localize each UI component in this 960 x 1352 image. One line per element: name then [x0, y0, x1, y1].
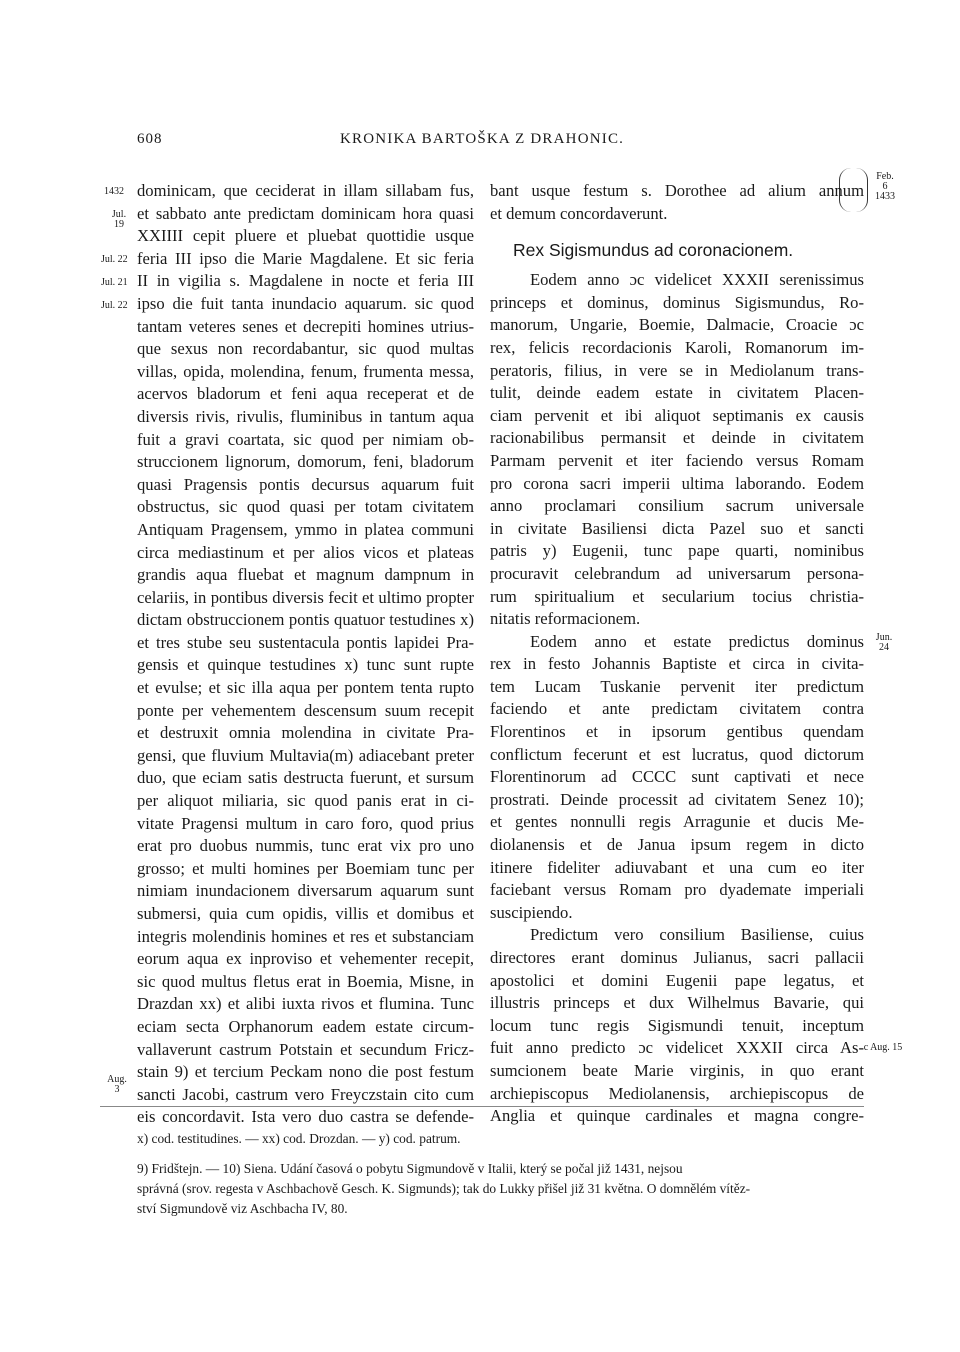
- text-line: per aliquot miliaria, sic quod panis erat in ci-: [137, 791, 474, 811]
- text-line: tem Lucam Tuskanie pervenit iter predictum: [490, 676, 864, 696]
- text-line: racionabilibus permansit et deinde in civitatem: [490, 428, 864, 448]
- margin-note-date: Jul. 21: [101, 277, 128, 288]
- text-line: Eodem anno ɔc videlicet XXXII serenissimus: [530, 270, 864, 290]
- text-line: itinere fideliter adiuvabant et una cum eo iter: [490, 857, 864, 877]
- text-line: grandis aqua fluebat et magnum dampnum in: [137, 565, 474, 585]
- text-line: et evulse; et sic illa aqua per pontem tenta rupto: [137, 678, 474, 698]
- text-line: Anglia et quinque cardinales et magna congre-: [490, 1106, 864, 1126]
- text-line: ponte per vehementem descensum suum recepit: [137, 700, 474, 720]
- footnote-line: správná (srov. regesta v Aschbachově Gesch. K. Sigmunds); tak do Lukky přišel již 31 května. O domnělém vítěz-: [137, 1181, 751, 1196]
- text-line: Florentinorum ad CCCC sunt captivati et nece: [490, 767, 864, 787]
- text-line: vitate Pragensi multum in caro foro, quod prius: [137, 813, 474, 833]
- text-line: et destruxit omnia molendina in civitate Pra-: [137, 723, 474, 743]
- footnote-gap: [137, 1149, 864, 1159]
- text-line: grosso; et multi homines per Boemiam tunc per: [137, 858, 474, 878]
- text-line: archiepiscopus Mediolanensis, archiepiscopus de: [490, 1083, 864, 1103]
- text-line: obstructus, sic quod quasi per totam civitatem: [137, 497, 474, 517]
- text-line: et sabbato ante predictam dominicam hora quasi: [137, 203, 474, 223]
- text-line: nitatis reformacionem.: [490, 609, 641, 629]
- text-line: pro corona sacri imperii ultima laborando. Eodem: [490, 473, 864, 493]
- text-line: tulit, deinde eadem estate in civitatem Placen-: [490, 383, 864, 403]
- text-line: apostolici et domini Eugenii pape legatus, et: [490, 970, 864, 990]
- section-heading: Rex Sigismundus ad coronacionem.: [513, 240, 794, 261]
- text-line: et tres stube seu sustentacula pontis lapidei Pra-: [137, 632, 474, 652]
- text-line: que sexus non recordabantur, sic quod multas: [137, 339, 474, 359]
- text-line: Florentinos et in ipsorum gentibus quendam: [490, 722, 864, 742]
- footnotes: [137, 1129, 864, 1219]
- text-line: gensi, que fluvium Multavia(m) adiacebant preter: [137, 745, 474, 765]
- text-line: feria III ipso die Marie Magdalene. Et sic feria: [137, 248, 474, 268]
- text-line: erat pro duobus nummis, tunc erat vix pro uno: [137, 836, 474, 856]
- margin-note-date: Aug. 3: [107, 1074, 127, 1095]
- text-line: ipso die fuit tanta inundacio aquarum. sic quod: [137, 293, 474, 313]
- text-line: submersi, quia cum opidis, villis et domibus et: [137, 904, 474, 923]
- text-line: sumcionem beate Marie virginis, in quo erant: [490, 1060, 864, 1080]
- text-line: et demum concordaverunt.: [490, 203, 668, 223]
- text-line: circa mediastinum et per alios vicos et plateas: [137, 542, 474, 562]
- text-line: et gentes nonnulli regis Arragunie et ducis Me-: [490, 812, 864, 832]
- text-line: prostrati. Deinde processit ad civitatem Senez 10);: [490, 789, 864, 809]
- text-line: acervos bladorum et feni aqua receperat et de: [137, 384, 474, 404]
- text-line: vallaverunt castrum Potstain et secundum Fricz-: [137, 1039, 474, 1059]
- text-line: dominicam, que ceciderat in illam sillabam fus,: [137, 181, 474, 200]
- text-line: Drazdan xx) et alibi iuxta rivos et flumina. Tunc: [137, 994, 474, 1014]
- text-line: tantam veteres senes et decrepiti homines utrius-: [137, 316, 474, 336]
- text-line: conflictum fecerunt et est lucratus, quod dictorum: [490, 744, 864, 764]
- margin-note-date: c Aug. 15: [863, 1042, 903, 1053]
- text-line: sancti Jacobi, castrum vero Freyczstain cito cum: [137, 1084, 474, 1104]
- footnote-line: 9) Fridštejn. — 10) Siena. Udání časová o pobytu Sigmundově v Italii, který se počal již 1431, nejsou: [137, 1161, 683, 1176]
- text-line: diversis rivis, rivulis, fluminibus in tantum aqua: [137, 406, 474, 426]
- text-line: illustris princeps et dux Wilhelmus Bavarie, qui: [490, 993, 864, 1013]
- margin-note-year: 1432: [104, 186, 124, 197]
- text-line: duo, que eciam satis destructa fuerunt, et sursum: [137, 768, 474, 788]
- margin-note-date: Jun. 24: [875, 632, 893, 653]
- text-line: Predictum vero consilium Basiliense, cuius: [530, 925, 864, 945]
- text-line: villas, opida, molendina, fenum, frumenta messa,: [137, 361, 474, 381]
- text-line: gensis et quinque testudines x) tunc sunt rupte: [137, 655, 474, 675]
- left-column: [137, 180, 474, 1129]
- text-line: sic quod multus fletus erat in Boemia, Misne, in: [137, 971, 474, 991]
- margin-note-date: Feb. 6 1433: [875, 171, 895, 202]
- text-line: quasi Pragensis pontis decursus aquarum fuit: [137, 474, 474, 494]
- footnote-rule: [100, 1106, 864, 1107]
- text-line: Eodem anno et estate predictus dominus: [530, 631, 864, 651]
- footnote-line: x) cod. testitudines. — xx) cod. Drozdan. — y) cod. patrum.: [137, 1131, 461, 1146]
- text-line: fuit anno predicto ɔc videlicet XXXII circa As-: [490, 1038, 864, 1058]
- text-line: eciam secta Orphanorum eadem estate circum-: [137, 1016, 474, 1036]
- text-line: rum spiritualium et secularium tocius christia-: [490, 586, 864, 606]
- text-line: manorum, Ungarie, Boemie, Dalmacie, Croacie ɔc: [490, 315, 864, 335]
- text-line: in civitate Basiliensi dicta Pazel suo et sancti: [490, 518, 864, 538]
- text-line: rex in festo Johannis Baptiste et circa in civita-: [490, 654, 864, 674]
- text-line: anno proclamari consilium sacrum universale: [490, 496, 864, 516]
- footnote-line: ství Sigmundově viz Aschbacha IV, 80.: [137, 1201, 348, 1216]
- text-line: patris y) Eugenii, tunc pape quarti, nominibus: [490, 541, 864, 561]
- text-line: dictam obstruccionem pontis quatuor testudines x): [137, 610, 474, 630]
- text-line: celariis, in pontibus diversis fecit et ultimo propter: [137, 587, 474, 607]
- text-line: integris molendinis homines et res et substanciam: [137, 926, 474, 946]
- page-number: 608: [137, 131, 163, 147]
- text-line: diolanensis et de Janua ipsum regem in dicto: [490, 835, 864, 855]
- running-title: KRONIKA BARTOŠKA Z DRAHONIC.: [340, 131, 625, 147]
- text-line: nimiam inundacionem diversarum aquarum sunt: [137, 881, 474, 901]
- margin-note-date: Jul. 22: [101, 300, 128, 311]
- text-line: fuit a gravi coartata, sic quod per nimiam ob-: [137, 429, 474, 449]
- text-line: XXIIII cepit pluere et pluebat quottidie usque: [137, 226, 474, 246]
- text-line: locum tunc regis Sigismundi tenuit, inceptum: [490, 1015, 864, 1035]
- text-line: eis concordavit. Ista vero duo castra se defende-: [137, 1107, 474, 1127]
- text-line: Antiquam Pragensem, ymmo in platea communi: [137, 519, 474, 539]
- text-line: suscipiendo.: [490, 902, 573, 922]
- text-line: Parmam pervenit et iter faciendo versus Romam: [490, 450, 864, 470]
- text-line: rex, felicis recordacionis Karoli, Romanorum im-: [490, 337, 864, 357]
- text-line: bant usque festum s. Dorothee ad alium annum: [490, 181, 864, 200]
- text-line: eorum aqua ex inproviso et vehementer recepit,: [137, 949, 474, 969]
- text-line: ciam pervenit et ibi aliquot septimanis ex causis: [490, 405, 864, 425]
- text-line: directores erant dominus Julianus, sacri pallacii: [490, 948, 864, 967]
- text-line: peratoris, filius, in vere se in Mediolanum trans-: [490, 360, 864, 380]
- page-header: [0, 131, 960, 155]
- text-line: faciendo et ante predictam civitatem contra: [490, 699, 864, 719]
- text-line: princeps et dominus, dominus Sigismundus, Ro-: [490, 292, 864, 312]
- text-line: struccionem lignorum, domorum, feni, bladorum: [137, 452, 474, 472]
- right-column: [490, 180, 864, 1128]
- margin-note-date: Jul. 22: [101, 254, 128, 265]
- margin-note-date: Jul. 19: [111, 209, 127, 230]
- text-line: II in vigilia s. Magdalene in nocte et feria III: [137, 271, 474, 291]
- text-line: procuravit celebrandum ad universarum persona-: [490, 563, 864, 583]
- text-line: stain 9) et tercium Peckam nono die post festum: [137, 1062, 474, 1082]
- text-line: faciebant versus Romam pro dyademate imperiali: [490, 880, 864, 900]
